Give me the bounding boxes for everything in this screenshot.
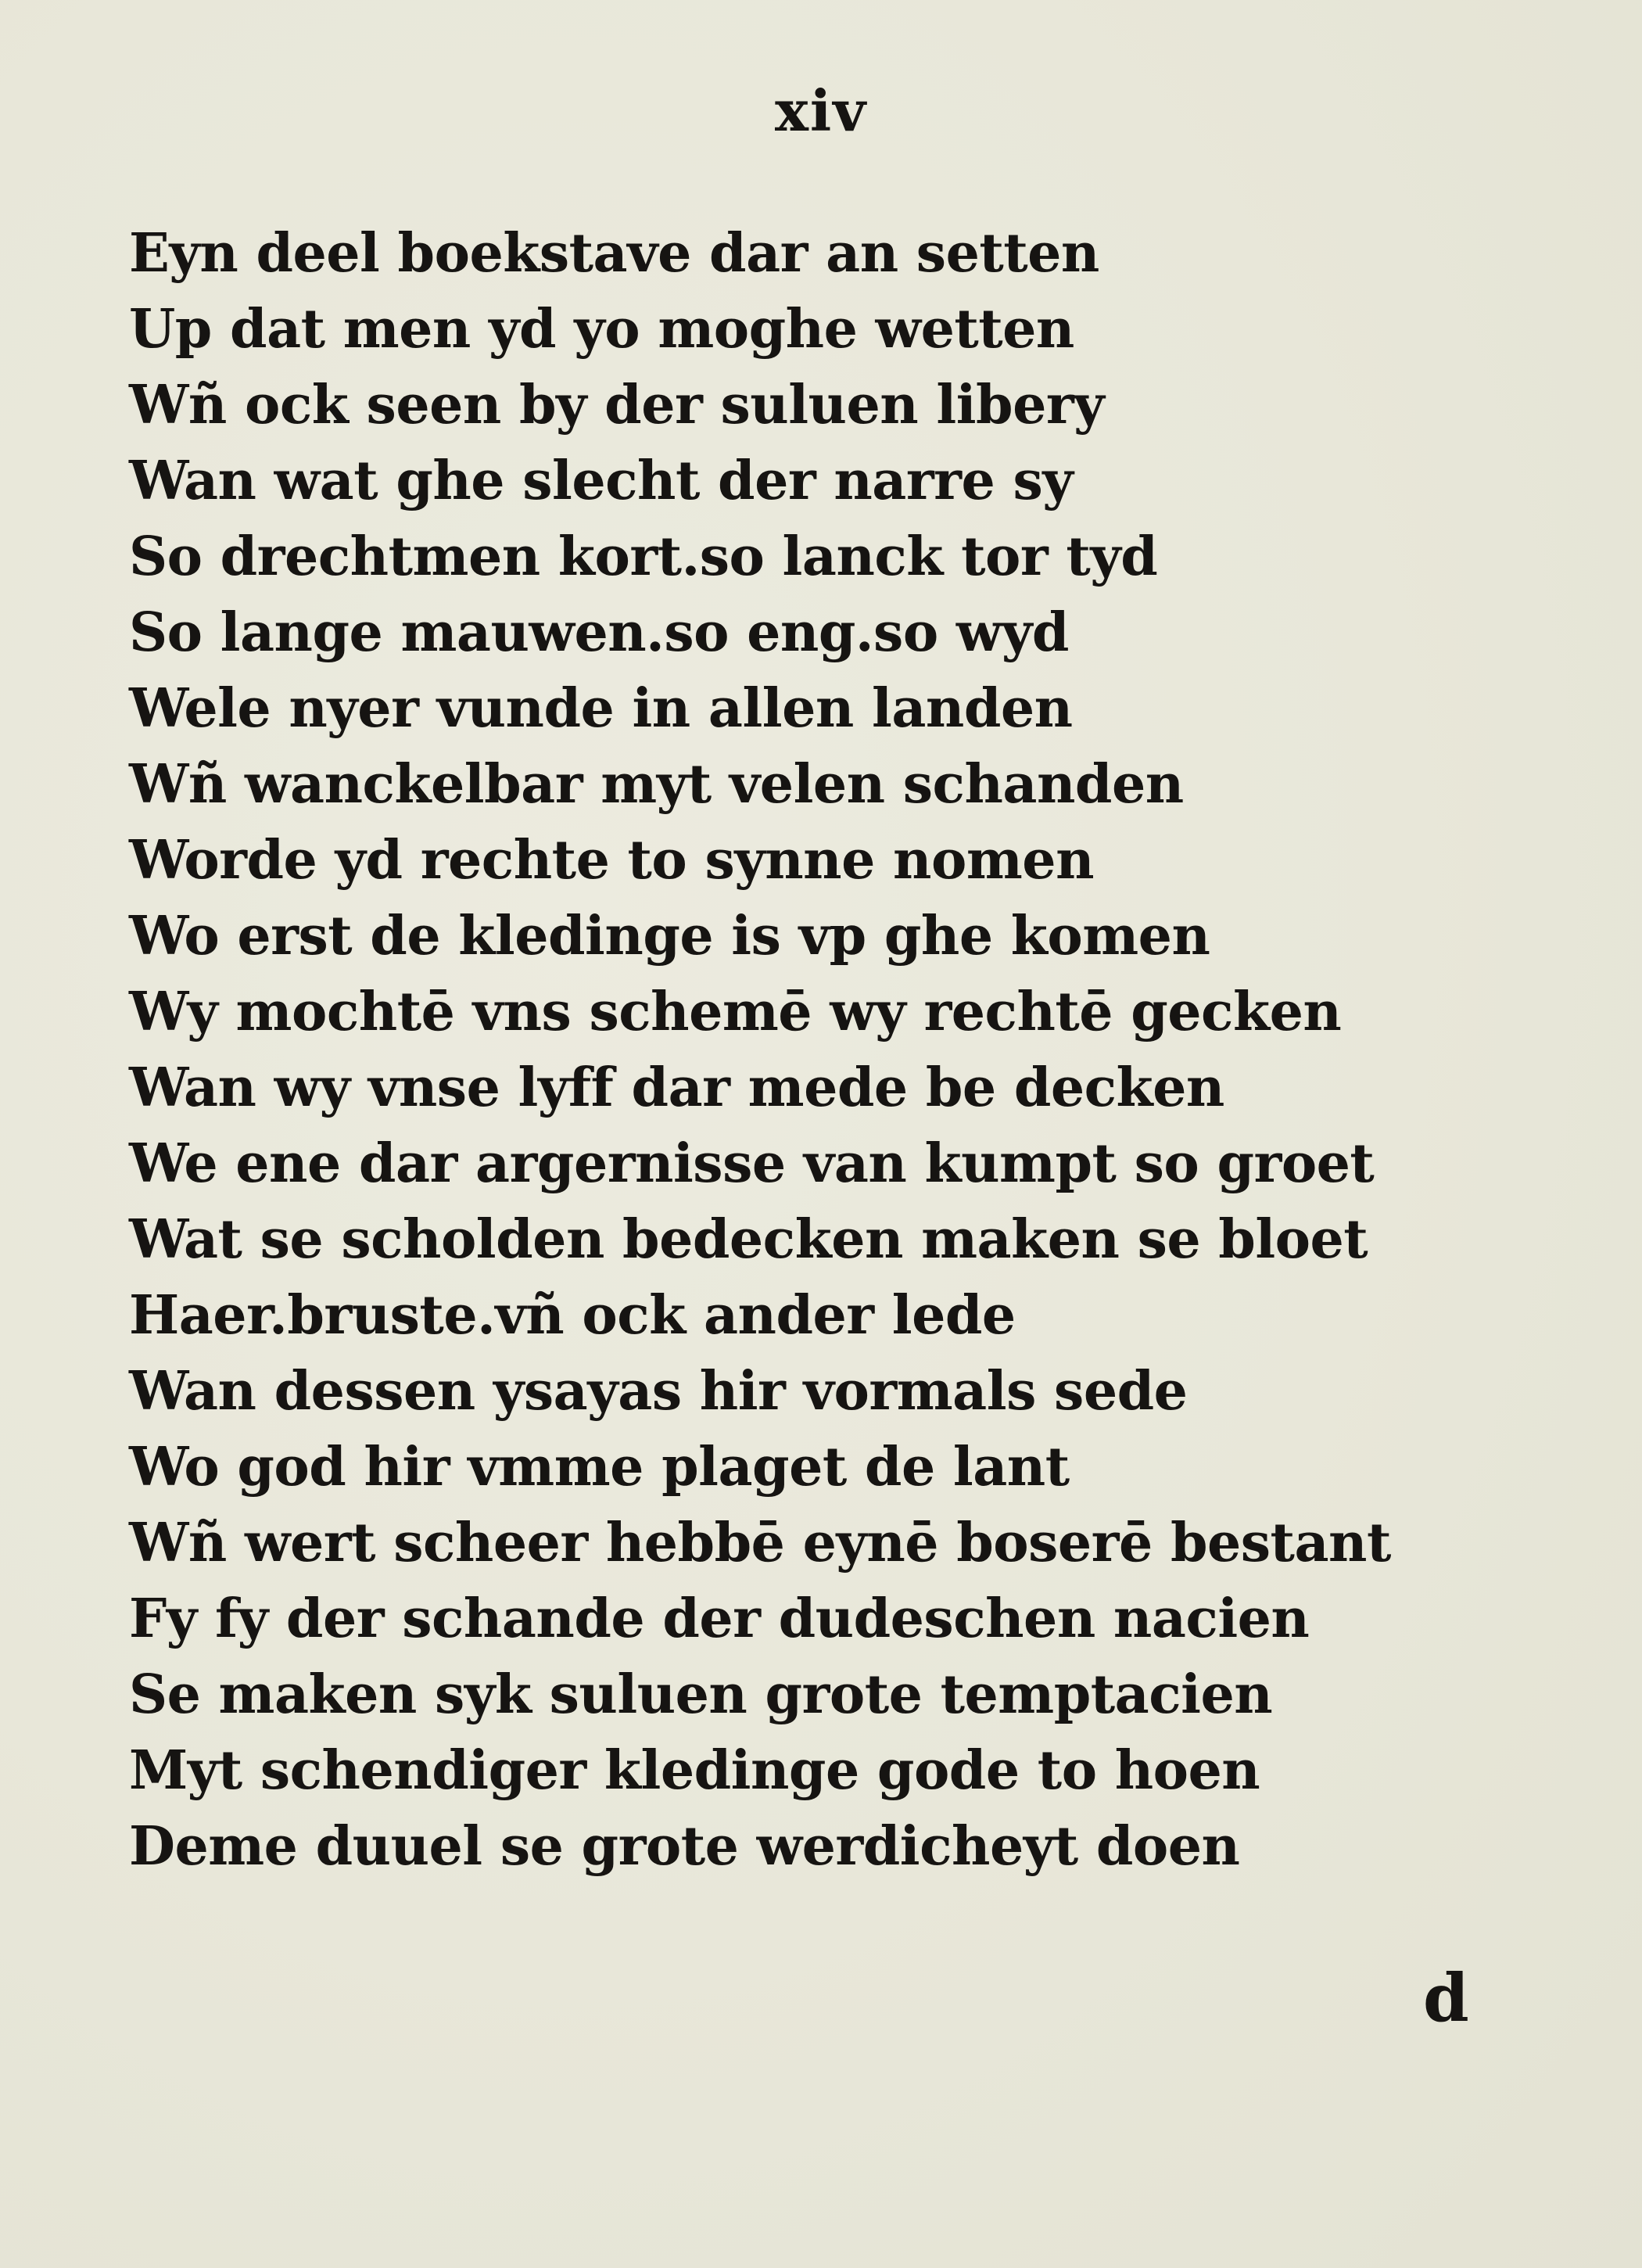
verse-line: Wñ wanckelbar myt velen schanden (129, 753, 1184, 816)
verse-line: Wan wy vnse lyff dar mede be decken (129, 1057, 1224, 1119)
verse-line: Wñ ock seen by der suluen libery (129, 374, 1105, 436)
verse-line: Wy mochtē vns schemē wy rechtē gecken (129, 981, 1342, 1043)
verse-line: Wo erst de kledinge is vp ghe komen (129, 905, 1210, 967)
verse-line: Fy fy der schande der dudeschen nacien (129, 1588, 1310, 1650)
verse-line: Wñ wert scheer hebbē eynē boserē bestant (129, 1512, 1391, 1574)
verse-line: Eyn deel boekstave dar an setten (129, 222, 1099, 285)
verse-line: Wele nyer vunde in allen landen (129, 677, 1073, 740)
verse-line: Deme duuel se grote werdicheyt doen (129, 1815, 1240, 1878)
verse-text (129, 216, 1599, 1885)
verse-line: Myt schendiger kledinge gode to hoen (129, 1739, 1260, 1802)
verse-line: Wan wat ghe slecht der narre sy (129, 450, 1074, 512)
verse-line: Haer.bruste.vñ ock ander lede (129, 1284, 1016, 1347)
verse-line: Se maken syk suluen grote temptacien (129, 1663, 1273, 1726)
signature-mark: d (1423, 1959, 1469, 2037)
verse-line: Wan dessen ysayas hir vormals sede (129, 1360, 1188, 1423)
verse-line: So lange mauwen.so eng.so wyd (129, 601, 1069, 664)
verse-line: Up dat men yd yo moghe wetten (129, 298, 1074, 361)
verse-line: Worde yd rechte to synne nomen (129, 829, 1095, 892)
page-number: xiv (774, 77, 868, 144)
verse-line: Wat se scholden bedecken maken se bloet (129, 1208, 1368, 1271)
verse-line: Wo god hir vmme plaget de lant (129, 1436, 1070, 1498)
verse-line: We ene dar argernisse van kumpt so groet (129, 1132, 1375, 1195)
verse-line: So drechtmen kort.so lanck tor tyd (129, 526, 1158, 588)
